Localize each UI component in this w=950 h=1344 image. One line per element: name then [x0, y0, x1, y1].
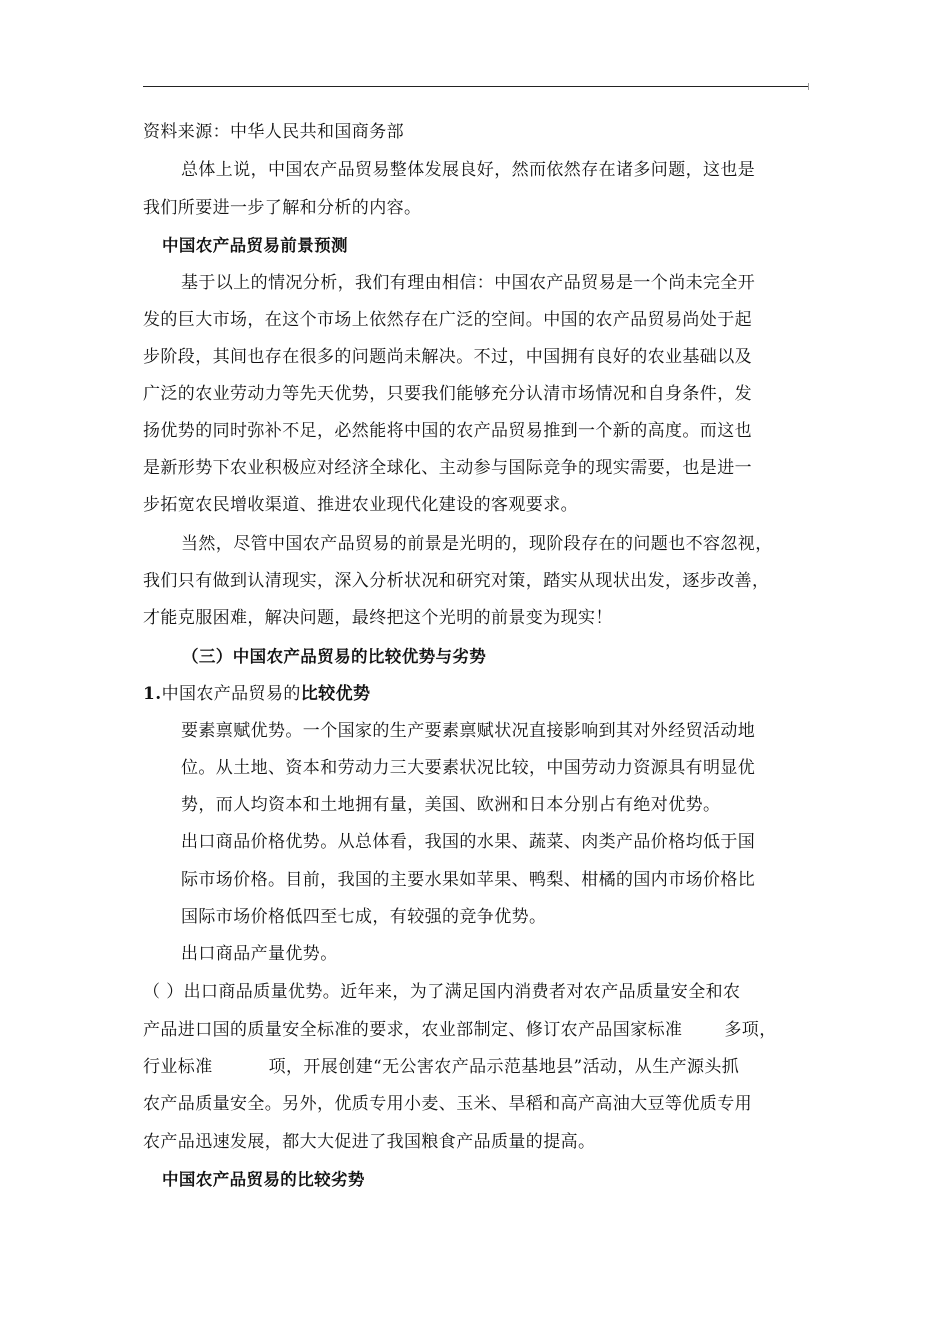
outlook-line-3: 步阶段，其间也存在很多的问题尚未解决。不过，中国拥有良好的农业基础以及 [143, 347, 752, 367]
reality-line-2: 我们只有做到认清现实，深入分析状况和研究对策，踏实从现状出发，逐步改善， [143, 571, 770, 591]
heading-outlook: 中国农产品贸易前景预测 [162, 236, 348, 255]
quality-line-3 [143, 1055, 739, 1079]
source-line: 资料来源：中华人民共和国商务部 [143, 122, 404, 142]
output-line: 出口商品产量优势。 [181, 944, 338, 964]
quality-line-4: 农产品质量安全。另外，优质专用小麦、玉米、旱稻和高产高油大豆等优质专用 [143, 1094, 752, 1114]
summary-line-2: 我们所要进一步了解和分析的内容。 [143, 198, 422, 218]
reality-line-3: 才能克服困难，解决问题，最终把这个光明的前景变为现实！ [143, 608, 613, 628]
heading-disadvantage: 中国农产品贸易的比较劣势 [162, 1170, 365, 1189]
header-rule-end-mark [808, 83, 809, 90]
quality-line-3-text: 行业标准 [143, 1057, 213, 1077]
quality-line-2 [143, 1018, 777, 1042]
outlook-line-6: 是新形势下农业积极应对经济全球化、主动参与国际竞争的现实需要，也是进一 [143, 458, 752, 478]
outlook-line-5: 扬优势的同时弥补不足，必然能将中国的农产品贸易推到一个新的高度。而这也 [143, 421, 752, 441]
factor-line-3: 势，而人均资本和土地拥有量，美国、欧洲和日本分别占有绝对优势。 [181, 795, 721, 815]
quality-line-2-tail: 多项， [724, 1020, 777, 1040]
price-line-1: 出口商品价格优势。从总体看，我国的水果、蔬菜、肉类产品价格均低于国 [181, 832, 756, 852]
quality-line-2-text: 产品进口国的质量安全标准的要求，农业部制定、修订农产品国家标准 [143, 1020, 683, 1040]
quality-line-1: （ ）出口商品质量优势。近年来，为了满足国内消费者对农产品质量安全和农 [143, 982, 741, 1002]
price-line-3: 国际市场价格低四至七成，有较强的竞争优势。 [181, 907, 547, 927]
reality-line-1: 当然，尽管中国农产品贸易的前景是光明的，现阶段存在的问题也不容忽视， [181, 534, 773, 554]
outlook-line-4: 广泛的农业劳动力等先天优势，只要我们能够充分认清市场情况和自身条件，发 [143, 384, 752, 404]
outlook-line-2: 发的巨大市场，在这个市场上依然存在广泛的空间。中国的农产品贸易尚处于起 [143, 310, 752, 330]
outlook-line-7: 步拓宽农民增收渠道、推进农业现代化建设的客观要求。 [143, 495, 578, 515]
heading-advantage-bold: 比较优势 [300, 684, 371, 704]
quality-line-5: 农产品迅速发展，都大大促进了我国粮食产品质量的提高。 [143, 1132, 596, 1152]
heading-advantage-number: 1. [143, 684, 162, 704]
heading-advantage-plain: 中国农产品贸易的 [161, 684, 301, 704]
factor-line-1: 要素禀赋优势。一个国家的生产要素禀赋状况直接影响到其对外经贸活动地 [181, 721, 756, 741]
heading-section-3: （三）中国农产品贸易的比较优势与劣势 [182, 647, 487, 666]
heading-advantage [143, 682, 370, 706]
quality-line-3-tail: 项，开展创建“无公害农产品示范基地县”活动，从生产源头抓 [268, 1057, 740, 1077]
summary-line-1: 总体上说，中国农产品贸易整体发展良好，然而依然存在诸多问题，这也是 [181, 160, 756, 180]
price-line-2: 际市场价格。目前，我国的主要水果如苹果、鸭梨、柑橘的国内市场价格比 [181, 870, 756, 890]
factor-line-2: 位。从土地、资本和劳动力三大要素状况比较，中国劳动力资源具有明显优 [181, 758, 756, 778]
outlook-line-1: 基于以上的情况分析，我们有理由相信：中国农产品贸易是一个尚未完全开 [181, 273, 756, 293]
header-rule [143, 86, 808, 87]
